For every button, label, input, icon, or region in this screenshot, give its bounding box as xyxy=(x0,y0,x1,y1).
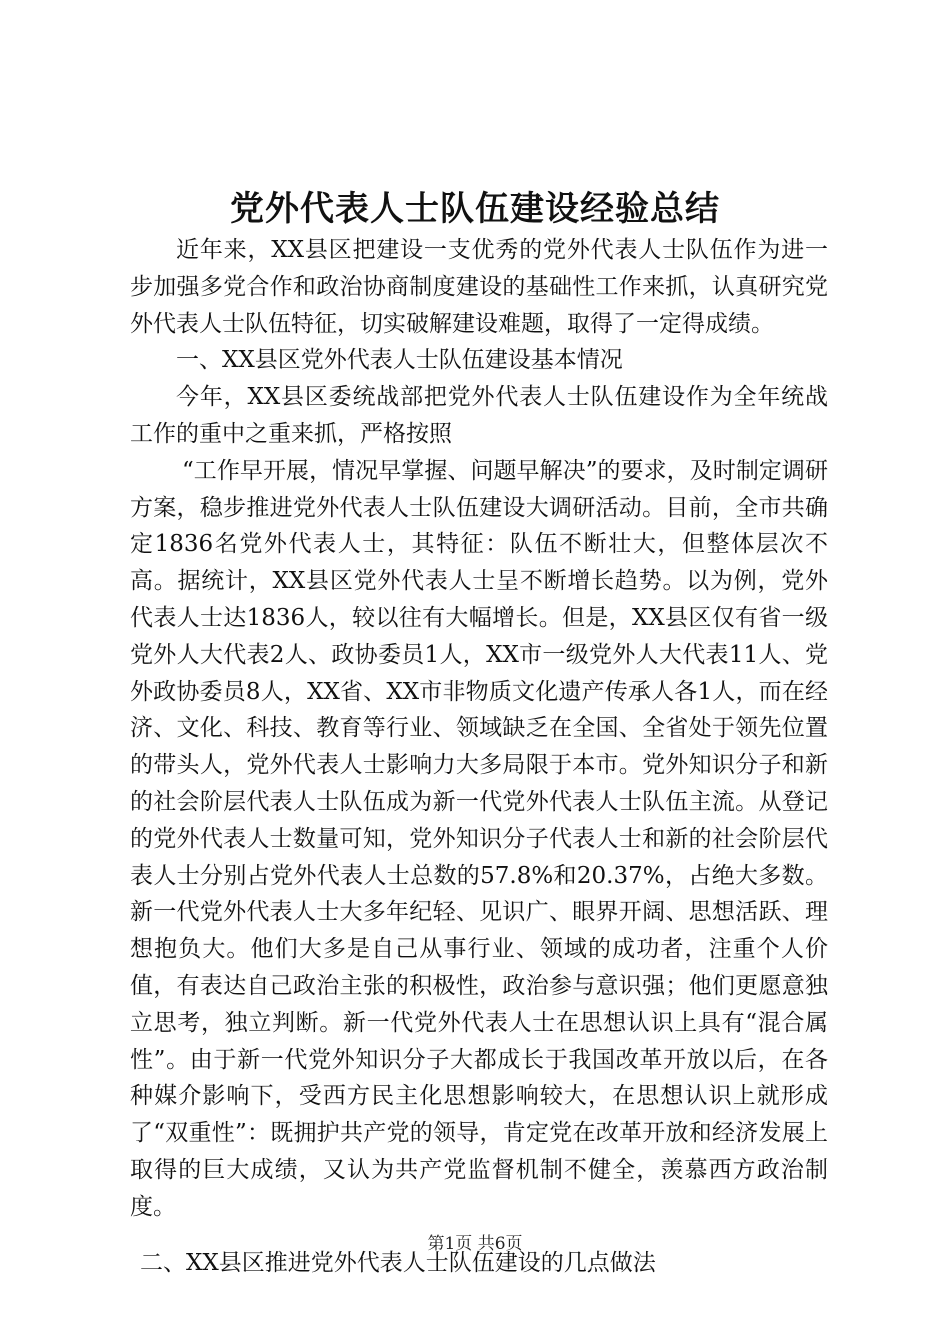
section-heading-2: 二、XX县区推进党外代表人士队伍建设的几点做法 xyxy=(140,1249,656,1276)
page-footer: 第1页 共6页 xyxy=(427,1234,523,1254)
body-paragraph-1: 今年，XX县区委统战部把党外代表人士队伍建设作为全年统战工作的重中之重来抓，严格按照 xyxy=(130,384,828,447)
intro-paragraph: 近年来，XX县区把建设一支优秀的党外代表人士队伍作为进一步加强多党合作和政治协商制度建设的基础性工作来抓，认真研究党外代表人士队伍特征，切实破解建设难题，取得了一定得成绩。 xyxy=(130,237,828,337)
document-title: 党外代表人士队伍建设经验总结 xyxy=(230,189,720,229)
document-body xyxy=(130,232,828,1281)
body-paragraph-2: “工作早开展，情况早掌握、问题早解决”的要求，及时制定调研方案，稳步推进党外代表人士队伍建设大调研活动。目前，全市共确定1836名党外代表人士，其特征：队伍不断壮大，但整体层次不高。据统计，XX县区党外代表人士呈不断增长趋势。以为例，党外代表人士达1836人，较以往有大幅增长。但是，XX县区仅有省一级党外人大代表2人、政协委员1人，XX市一级党外人大代表11人、党外政协委员8人，XX省、XX市非物质文化遗产传承人各1人，而在经济、文化、科技、教育等行业、领域缺乏在全国、全省处于领先位置的带头人，党外代表人士影响力大多局限于本市。党外知识分子和新的社会阶层代表人士队伍成为新一代党外代表人士队伍主流。从登记的党外代表人士数量可知，党外知识分子代表人士和新的社会阶层代表人士分别占党外代表人士总数的57.8%和20.37%，占绝大多数。新一代党外代表人士大多年纪轻、见识广、眼界开阔、思想活跃、理想抱负大。他们大多是自己从事行业、领域的成功者，注重个人价值，有表达自己政治主张的积极性，政治参与意识强；他们更愿意独立思考，独立判断。新一代党外代表人士在思想认识上具有“混合属性”。由于新一代党外知识分子大都成长于我国改革开放以后，在各种媒介影响下，受西方民主化思想影响较大，在思想认识上就形成了“双重性”：既拥护共产党的领导，肯定党在改革开放和经济发展上取得的巨大成绩，又认为共产党监督机制不健全，羡慕西方政治制度。 xyxy=(130,457,828,1220)
section-heading-1: 一、XX县区党外代表人士队伍建设基本情况 xyxy=(176,347,623,374)
